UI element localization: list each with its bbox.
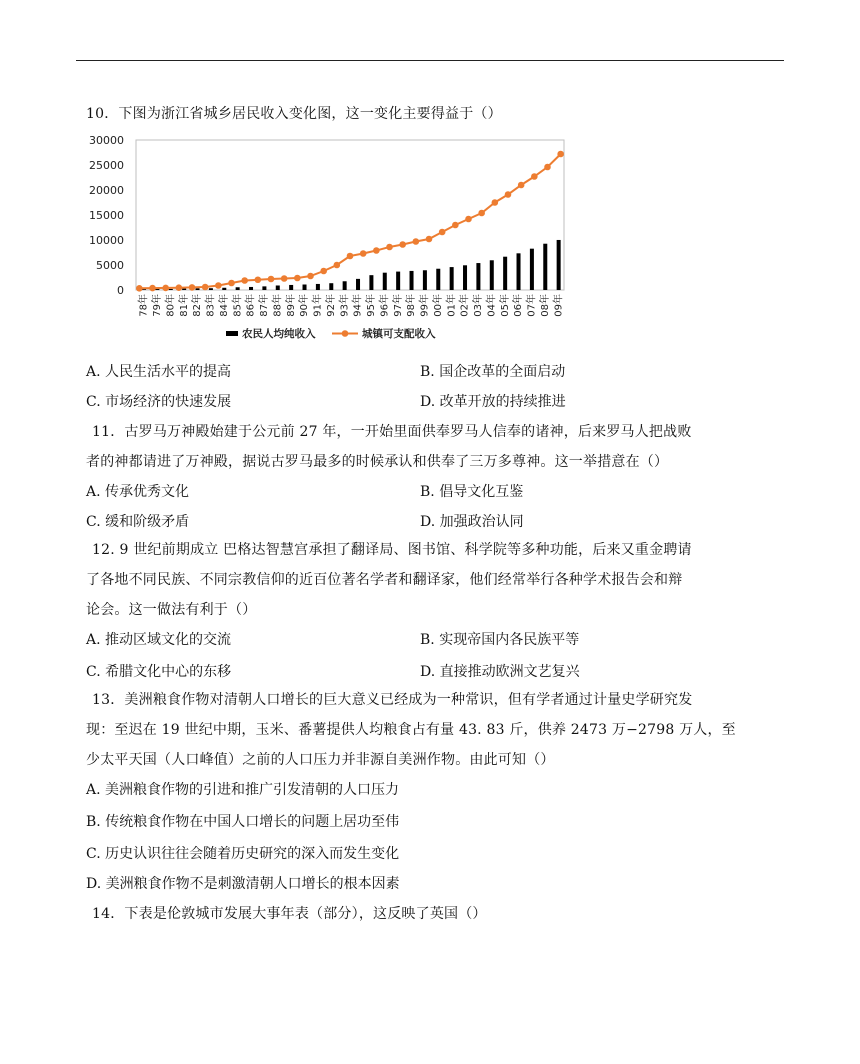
x-tick-label: 90年: [299, 294, 311, 317]
q11-option-c[interactable]: C. 缓和阶级矛盾: [86, 514, 190, 530]
q14-stem: 14．下表是伦敦城市发展大事年表（部分），这反映了英国（）: [92, 906, 487, 922]
q12-option-b[interactable]: B. 实现帝国内各民族平等: [420, 632, 580, 648]
y-tick-label: 15000: [89, 209, 124, 222]
x-tick-label: 85年: [232, 294, 244, 317]
header-rule: [76, 60, 784, 61]
point-urban-income: [557, 151, 564, 158]
legend-urban-label: 城镇可支配收入: [362, 328, 436, 340]
x-tick-label: 07年: [526, 294, 538, 317]
q12-line-2: 了各地不同民族、不同宗教信仰的近百位著名学者和翻译家，他们经常举行各种学术报告会和辩: [86, 572, 683, 588]
q13-line-2: 现：至迟在 19 世纪中期，玉米、番薯提供人均粮食占有量 43. 83 斤，供养 2473 万−2798 万人，至: [86, 722, 736, 738]
bar-rural-income: [222, 288, 226, 290]
bar-rural-income: [249, 287, 253, 290]
x-tick-label: 05年: [499, 294, 511, 317]
x-tick-label: 98年: [406, 294, 418, 317]
plot-frame: [136, 140, 564, 290]
y-tick-label: 5000: [96, 259, 124, 272]
y-tick-label: 0: [117, 284, 124, 297]
y-tick-label: 10000: [89, 234, 124, 247]
q10-option-d[interactable]: D. 改革开放的持续推进: [420, 394, 566, 410]
x-tick-label: 93年: [339, 294, 351, 317]
x-tick-label: 97年: [392, 294, 404, 317]
x-tick-label: 00年: [432, 294, 444, 317]
point-urban-income: [334, 262, 341, 269]
bar-rural-income: [463, 265, 467, 290]
legend-urban-swatch-dot: [342, 330, 349, 337]
x-tick-label: 94年: [352, 294, 364, 317]
x-tick-label: 09年: [553, 294, 565, 317]
q11-option-a[interactable]: A. 传承优秀文化: [86, 484, 190, 500]
legend-rural-label: 农民人均纯收入: [242, 328, 316, 340]
x-tick-label: 82年: [192, 294, 204, 317]
point-urban-income: [307, 273, 314, 280]
q11-option-d[interactable]: D. 加强政治认同: [420, 514, 524, 530]
bar-rural-income: [316, 284, 320, 290]
bar-rural-income: [142, 289, 146, 290]
bar-rural-income: [209, 288, 213, 290]
x-tick-label: 96年: [379, 294, 391, 317]
chart-legend: [226, 327, 436, 340]
bar-rural-income: [276, 285, 280, 290]
q11-option-b[interactable]: B. 倡导文化互鉴: [420, 484, 524, 500]
q11-line-1: 11．古罗马万神殿始建于公元前 27 年，一开始里面供奉罗马人信奉的诸神，后来罗马人把战败: [92, 424, 692, 440]
x-tick-label: 08年: [539, 294, 551, 317]
point-urban-income: [531, 173, 538, 180]
point-urban-income: [241, 277, 248, 284]
q13-option-d[interactable]: D. 美洲粮食作物不是刺激清朝人口增长的根本因素: [86, 876, 400, 892]
x-tick-label: 86年: [245, 294, 257, 317]
bar-rural-income: [196, 288, 200, 290]
point-urban-income: [399, 241, 406, 248]
q11-line-2: 者的神都请进了万神殿，据说古罗马最多的时候承认和供奉了三万多尊神。这一举措意在（）: [86, 454, 669, 470]
q12-line-1: 12. 9 世纪前期成立 巴格达智慧宫承担了翻译局、图书馆、科学院等多种功能，后来又重金聘请: [92, 542, 692, 558]
bar-rural-income: [450, 267, 454, 290]
bar-rural-income: [329, 283, 333, 290]
bar-rural-income: [530, 249, 534, 290]
point-urban-income: [452, 222, 459, 229]
point-urban-income: [544, 164, 551, 171]
q12-line-3: 论会。这一做法有利于（）: [86, 602, 257, 618]
q12-option-c[interactable]: C. 希腊文化中心的东移: [86, 664, 232, 680]
bar-rural-income: [236, 287, 240, 290]
bar-rural-income: [303, 285, 307, 290]
x-tick-label: 03年: [473, 294, 485, 317]
y-tick-label: 30000: [89, 134, 124, 147]
q10-stem: 10．下图为浙江省城乡居民收入变化图，这一变化主要得益于（）: [86, 106, 502, 122]
bar-rural-income: [503, 257, 507, 290]
bar-rural-income: [410, 271, 414, 290]
point-urban-income: [281, 275, 288, 282]
point-urban-income: [413, 238, 420, 245]
q13-line-1: 13．美洲粮食作物对清朝人口增长的巨大意义已经成为一种常识，但有学者通过计量史学研究发: [92, 692, 693, 708]
point-urban-income: [215, 282, 222, 289]
point-urban-income: [518, 182, 525, 189]
x-tick-label: 04年: [486, 294, 498, 317]
line-urban-income: [139, 154, 560, 288]
point-urban-income: [426, 236, 433, 243]
q12-option-d[interactable]: D. 直接推动欧洲文艺复兴: [420, 664, 580, 680]
bar-rural-income: [155, 289, 159, 290]
y-tick-label: 25000: [89, 159, 124, 172]
bar-rural-income: [396, 272, 400, 290]
q12-option-a[interactable]: A. 推动区域文化的交流: [86, 632, 232, 648]
income-chart: [86, 128, 566, 350]
point-urban-income: [386, 244, 393, 251]
bar-rural-income: [476, 263, 480, 290]
point-urban-income: [149, 285, 156, 292]
x-tick-label: 01年: [446, 294, 458, 317]
point-urban-income: [360, 250, 367, 257]
x-tick-label: 88年: [272, 294, 284, 317]
x-tick-label: 06年: [513, 294, 525, 317]
bar-rural-income: [490, 260, 494, 290]
point-urban-income: [347, 253, 354, 260]
point-urban-income: [268, 276, 275, 283]
x-tick-label: 78年: [138, 294, 150, 317]
x-axis-labels: [137, 294, 565, 317]
bar-rural-income: [423, 270, 427, 290]
x-tick-label: 80年: [165, 294, 177, 317]
bar-rural-income: [517, 253, 521, 290]
point-urban-income: [162, 285, 169, 292]
x-tick-label: 92年: [325, 294, 337, 317]
point-urban-income: [492, 199, 499, 206]
x-tick-label: 83年: [205, 294, 217, 317]
x-tick-label: 81年: [178, 294, 190, 317]
q13-option-b[interactable]: B. 传统粮食作物在中国人口增长的问题上居功至伟: [86, 814, 400, 830]
bar-rural-income: [369, 275, 373, 290]
bar-rural-income: [343, 281, 347, 290]
point-urban-income: [373, 247, 380, 254]
x-tick-label: 79年: [152, 294, 164, 317]
bar-rural-income: [289, 285, 293, 290]
q13-line-3: 少太平天国（人口峰值）之前的人口压力并非源自美洲作物。由此可知（）: [86, 752, 555, 768]
y-axis: [89, 134, 124, 297]
point-urban-income: [136, 285, 143, 292]
q10-option-c[interactable]: C. 市场经济的快速发展: [86, 394, 232, 410]
point-urban-income: [294, 275, 301, 282]
point-urban-income: [202, 284, 209, 291]
x-tick-label: 89年: [285, 294, 297, 317]
bar-rural-income: [436, 269, 440, 290]
x-tick-label: 99年: [419, 294, 431, 317]
legend-rural-swatch: [226, 331, 238, 336]
point-urban-income: [478, 210, 485, 217]
bar-rural-income: [543, 244, 547, 290]
x-tick-label: 91年: [312, 294, 324, 317]
point-urban-income: [228, 280, 235, 287]
bar-rural-income: [182, 289, 186, 290]
point-urban-income: [255, 276, 262, 283]
point-urban-income: [505, 191, 512, 198]
q13-option-a[interactable]: A. 美洲粮食作物的引进和推广引发清朝的人口压力: [86, 782, 400, 798]
x-tick-label: 02年: [459, 294, 471, 317]
q10-option-b[interactable]: B. 国企改革的全面启动: [420, 364, 566, 380]
bar-rural-income: [262, 286, 266, 290]
q10-option-a[interactable]: A. 人民生活水平的提高: [86, 364, 232, 380]
bar-rural-income: [383, 273, 387, 290]
bar-rural-income: [169, 289, 173, 290]
point-urban-income: [439, 229, 446, 236]
bar-rural-income: [557, 240, 561, 290]
point-urban-income: [465, 216, 472, 223]
x-tick-label: 84年: [218, 294, 230, 317]
bar-rural-income: [356, 279, 360, 290]
plot-area: [136, 140, 564, 292]
point-urban-income: [320, 268, 327, 275]
point-urban-income: [189, 284, 196, 291]
x-tick-label: 95年: [366, 294, 378, 317]
q13-option-c[interactable]: C. 历史认识往往会随着历史研究的深入而发生变化: [86, 846, 400, 862]
point-urban-income: [176, 284, 183, 291]
x-tick-label: 87年: [259, 294, 271, 317]
y-tick-label: 20000: [89, 184, 124, 197]
